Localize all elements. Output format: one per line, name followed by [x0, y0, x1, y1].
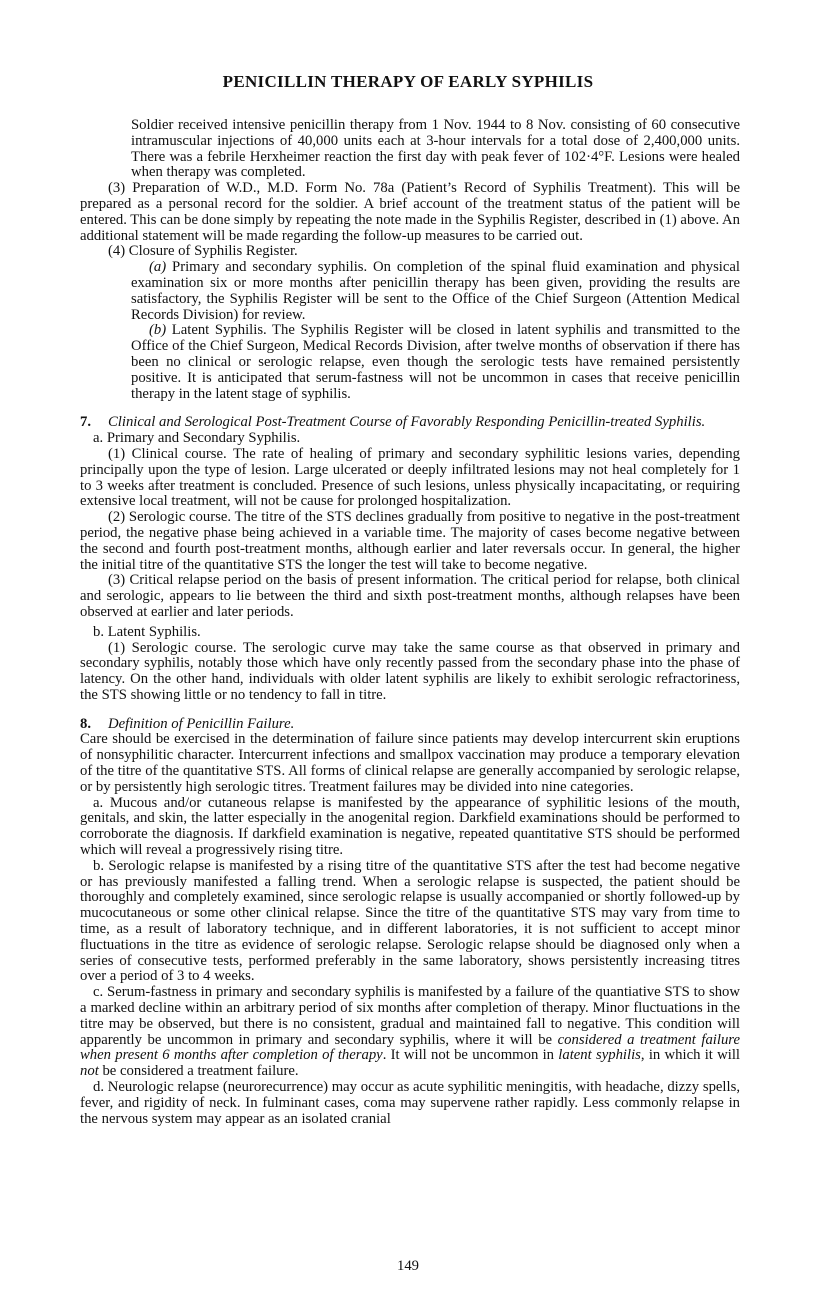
paragraph-case-note: Soldier received intensive penicillin therapy from 1 Nov. 1944 to 8 Nov. consisting of 60 consecutive intramuscular injections of 40,000 units each at 3-hour intervals for a total dose of 2,400,000 units. There was a febrile Herxheimer reaction the first day with peak fever of 102·4°F. Lesions were healed when therapy was completed.	[131, 117, 740, 181]
paragraph-closure-a	[80, 260, 740, 323]
closure-b-text: Latent Syphilis. The Syphilis Register will be closed in latent syphilis and transmitted to the Office of the Chief Surgeon, Medical Records Division, after twelve months of observation if there has been no clinical or serologic relapse, even though the serologic tests have remained persistently positive. It is anticipated that serum-fastness will not be uncommon in cases that receive penicillin therapy in the latent stage of syphilis.	[131, 322, 740, 402]
paragraph-form-78a: (3) Preparation of W.D., M.D. Form No. 78a (Patient’s Record of Syphilis Treatment). This will be prepared as a personal record for the soldier. A brief account of the treatment status of the patient will be entered. This can be done simply by repeating the note made in the Syphilis Register, described in (1) above. An additional statement will be made regarding the follow-up measures to be carried out.	[80, 180, 740, 244]
p8c-emphasis-2: latent syphilis	[558, 1047, 641, 1064]
label-b: (b)	[149, 322, 167, 339]
p8c-emphasis-1: considered a treatment failure when present 6 months after completion of therapy	[80, 1031, 740, 1064]
p8c-emphasis-3: not	[80, 1063, 99, 1080]
paragraph-8d: d. Neurologic relapse (neurorecurrence) may occur as acute syphilitic meningitis, with headache, dizzy spells, fever, and rigidity of neck. In fulminant cases, coma may supervene rather rapidly. Less commonly relapse in the nervous system may appear as an isolated cranial	[80, 1079, 740, 1127]
section-7-heading	[80, 415, 740, 431]
paragraph-7b1: (1) Serologic course. The serologic curve may take the same course as that observed in primary and secondary syphilis, notably those which have only recently passed from the secondary phase into the phase of latency. On the other hand, individuals with older latent syphilis are likely to exhibit serologic refractoriness, the STS showing little or no tendency to fall in titre.	[80, 639, 740, 703]
running-header: PENICILLIN THERAPY OF EARLY SYPHILIS	[222, 72, 594, 91]
label-a: (a)	[149, 259, 167, 276]
p8c-text-3: , in which it will	[640, 1047, 740, 1064]
document-body	[80, 118, 740, 1127]
paragraph-8c	[80, 985, 740, 1080]
section-7-number: 7.	[80, 414, 92, 431]
paragraph-7a2: (2) Serologic course. The titre of the STS declines gradually from positive to negative in the post-treatment period, the negative phase being achieved in a variable time. The majority of cases become negative between the second and fourth post-treatment months, although earlier and later reversals occur. In general, the higher the initial titre of the quantitative STS the longer the test will take to become negative.	[80, 509, 740, 573]
section-8-heading	[80, 717, 740, 733]
p8c-text-4: be considered a treatment failure.	[98, 1063, 299, 1080]
section-8-number: 8.	[80, 715, 92, 732]
paragraph-closure-heading: (4) Closure of Syphilis Register.	[108, 243, 298, 260]
section-8-title: Definition of Penicillin Failure.	[108, 715, 295, 732]
paragraph-7a3: (3) Critical relapse period on the basis of present information. The critical period for relapse, both clinical and serologic, appears to lie between the third and sixth post-treatment months, although relapses have been observed at earlier and later periods.	[80, 572, 740, 620]
paragraph-8a: a. Mucous and/or cutaneous relapse is manifested by the appearance of syphilitic lesions of the mouth, genitals, and skin, the latter especially in the anogenital region. Darkfield examinations should be performed to corroborate the diagnosis. If darkfield examination is negative, repeated quantitative STS should be performed which will reveal a progressively rising titre.	[80, 794, 740, 859]
paragraph-8-intro: Care should be exercised in the determination of failure since patients may develop intercurrent skin eruptions of nonsyphilitic character. Intercurrent infections and smallpox vaccination may produce a temporary elevation of the titre of the quantitative STS. All forms of clinical relapse are generally accompanied by serologic relapse, or by persistently high serologic titres. Treatment failures may be divided into nine categories.	[80, 731, 740, 795]
paragraph-7a1: (1) Clinical course. The rate of healing of primary and secondary syphilitic lesions varies, depending principally upon the type of lesion. Large ulcerated or deeply infiltrated lesions may not heal completely for 1 to 3 weeks after treatment is concluded. Presence of such lesions, unless physically incapacitating, or requiring extensive local treatment, will not be cause for prolonged hospitalization.	[80, 445, 740, 510]
closure-a-text: Primary and secondary syphilis. On completion of the spinal fluid examination and physical examination six or more months after penicillin therapy has been given, providing the results are satisfactory, the Syphilis Register will be sent to the Office of the Chief Surgeon (Attention Medical Records Division) for review.	[131, 259, 740, 323]
paragraph-8b: b. Serologic relapse is manifested by a rising titre of the quantitative STS after the test had become negative or has previously manifested a falling trend. When a serologic relapse is suspected, the patient should be thoroughly and completely examined, since serologic relapse is usually accompanied or shortly followed-up by mucocutaneous or some other clinical relapse. Since the titre of the quantitative STS may vary from time to time, as a result of laboratory technique, and in different laboratories, it is not sufficient to accept minor fluctuations in the titre as evidence of serologic relapse. Serologic relapse should be diagnosed only when a series of consecutive tests, performed preferably in the same laboratory, shows persistently increasing titres over a period of 3 to 4 weeks.	[80, 857, 740, 985]
p8c-text-1: c. Serum-fastness in primary and secondary syphilis is manifested by a failure of the quantiative STS to show a marked decline within an arbitrary period of six months after completion of therapy. Minor fluctuations in the titre may be observed, but there is no consistent, gradual and maintained fall to negative. This condition will apparently be uncommon in primary and secondary syphilis, where it will be	[80, 984, 740, 1048]
p8c-text-2: . It will not be uncommon in	[382, 1047, 559, 1064]
subsection-7b: b. Latent Syphilis.	[93, 623, 201, 640]
subsection-7a: a. Primary and Secondary Syphilis.	[93, 430, 301, 447]
section-7-title: Clinical and Serological Post-Treatment Course of Favorably Responding Penicillin-treated Syphilis.	[108, 414, 706, 431]
paragraph-closure-b	[80, 323, 740, 402]
page-number: 149	[396, 1258, 420, 1274]
